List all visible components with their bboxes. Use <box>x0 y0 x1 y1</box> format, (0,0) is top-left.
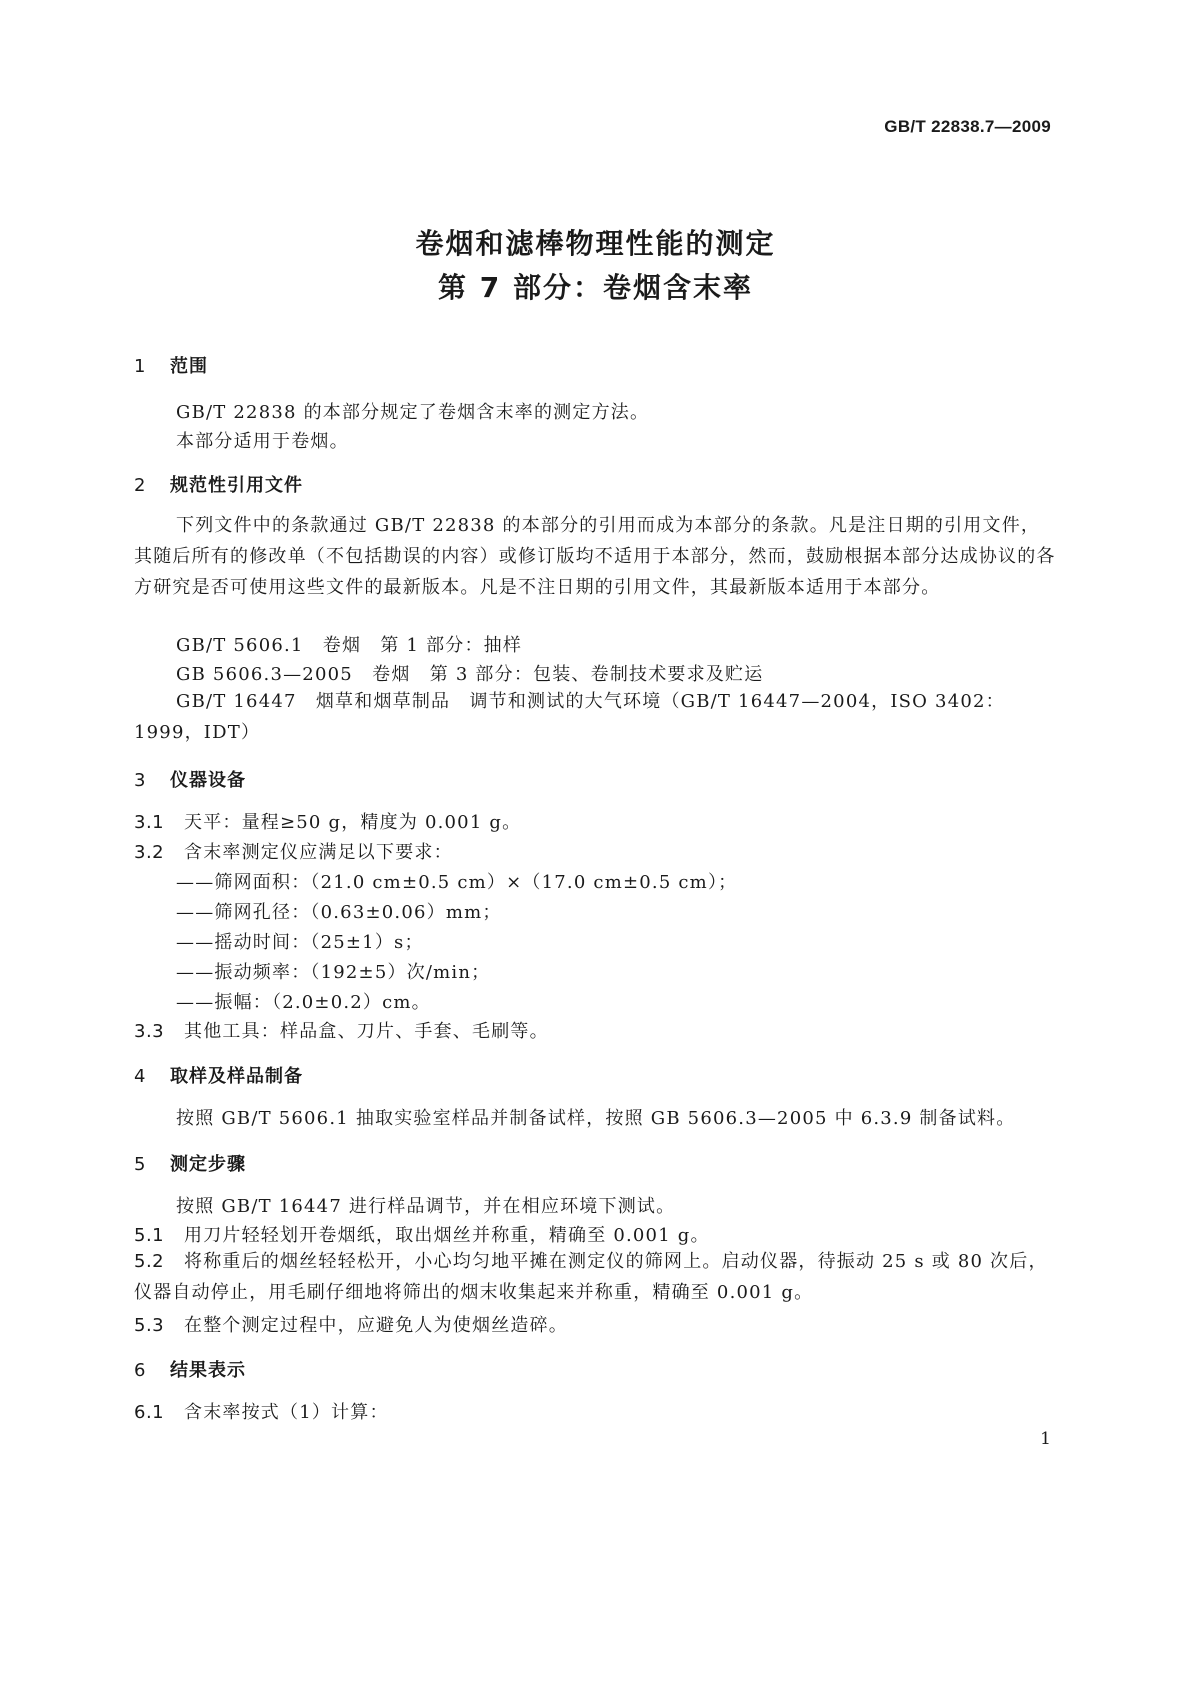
clause-text: 含末率测定仪应满足以下要求： <box>184 842 453 863</box>
document-subtitle: 第 7 部分：卷烟含末率 <box>438 271 753 304</box>
page-number: 1 <box>1040 1429 1051 1449</box>
clause-text: 将称重后的烟丝轻轻松开，小心均匀地平摊在测定仪的筛网上。启动仪器，待振动 25 s 或 80 次后，仪器自动停止，用毛刷仔细地将筛出的烟末收集起来并称重，精确至 0.001 g。 <box>134 1251 1048 1303</box>
clause-5-3 <box>134 1311 1056 1337</box>
clause-5-1 <box>134 1221 1056 1247</box>
reference-item: GB/T 5606.1 卷烟 第 1 部分：抽样 <box>176 635 523 656</box>
dash-list-item: ——振幅：（2.0±0.2）cm。 <box>176 992 431 1013</box>
clause-number: 3.2 <box>134 842 165 863</box>
standard-number: GB/T 22838.7—2009 <box>884 117 1051 136</box>
dash-list-item: ——振动频率：（192±5）次/min； <box>176 962 491 983</box>
reference-item: GB/T 16447 烟草和烟草制品 调节和测试的大气环境（GB/T 16447—2004，ISO 3402：1999，IDT） <box>134 691 1005 743</box>
section-6-heading <box>134 1356 246 1382</box>
paragraph: 按照 GB/T 16447 进行样品调节，并在相应环境下测试。 <box>176 1196 676 1217</box>
clause-text: 含末率按式（1）计算： <box>184 1402 389 1423</box>
clause-number: 5.1 <box>134 1225 165 1246</box>
section-number: 2 <box>134 475 147 496</box>
document-title: 卷烟和滤棒物理性能的测定 <box>415 227 776 260</box>
dash-list-item: ——摇动时间：（25±1）s； <box>176 932 424 953</box>
reference-item: GB 5606.3—2005 卷烟 第 3 部分：包装、卷制技术要求及贮运 <box>176 664 764 685</box>
clause-number: 5.2 <box>134 1251 165 1272</box>
clause-text: 天平：量程≥50 g，精度为 0.001 g。 <box>184 812 522 833</box>
clause-text: 其他工具：样品盒、刀片、手套、毛刷等。 <box>184 1021 549 1042</box>
section-title: 结果表示 <box>170 1360 246 1381</box>
clause-number: 3.3 <box>134 1021 165 1042</box>
clause-3-3 <box>134 1017 1056 1043</box>
paragraph: 按照 GB/T 5606.1 抽取实验室样品并制备试样，按照 GB 5606.3—2005 中 6.3.9 制备试料。 <box>176 1108 1016 1129</box>
section-number: 4 <box>134 1066 147 1087</box>
section-title: 仪器设备 <box>170 770 246 791</box>
clause-3-2 <box>134 838 1056 864</box>
section-4-heading <box>134 1062 303 1088</box>
section-5-heading <box>134 1150 246 1176</box>
clause-text: 用刀片轻轻划开卷烟纸，取出烟丝并称重，精确至 0.001 g。 <box>184 1225 710 1246</box>
section-number: 6 <box>134 1360 147 1381</box>
clause-number: 3.1 <box>134 812 165 833</box>
dash-list-item: ——筛网面积：（21.0 cm±0.5 cm）×（17.0 cm±0.5 cm）； <box>176 872 738 893</box>
clause-number: 6.1 <box>134 1402 165 1423</box>
section-title: 规范性引用文件 <box>170 475 303 496</box>
section-1-heading <box>134 352 208 378</box>
clause-3-1 <box>134 808 1056 834</box>
clause-6-1 <box>134 1398 1056 1424</box>
section-number: 5 <box>134 1154 147 1175</box>
clause-number: 5.3 <box>134 1315 165 1336</box>
paragraph: 下列文件中的条款通过 GB/T 22838 的本部分的引用而成为本部分的条款。凡是注日期的引用文件，其随后所有的修改单（不包括勘误的内容）或修订版均不适用于本部分，然而，鼓励根据本部分达成协议的各方研究是否可使用这些文件的最新版本。凡是不注日期的引用文件，其最新版本适用于本部分。 <box>134 515 1056 598</box>
section-2-heading <box>134 471 303 497</box>
section-number: 1 <box>134 356 147 377</box>
section-title: 范围 <box>170 356 208 377</box>
section-title: 测定步骤 <box>170 1154 246 1175</box>
section-title: 取样及样品制备 <box>170 1066 303 1087</box>
section-3-heading <box>134 766 246 792</box>
paragraph: 本部分适用于卷烟。 <box>176 431 349 452</box>
paragraph: GB/T 22838 的本部分规定了卷烟含末率的测定方法。 <box>176 402 650 423</box>
clause-text: 在整个测定过程中，应避免人为使烟丝造碎。 <box>184 1315 568 1336</box>
clause-5-2 <box>134 1246 1056 1308</box>
dash-list-item: ——筛网孔径：（0.63±0.06）mm； <box>176 902 502 923</box>
section-number: 3 <box>134 770 147 791</box>
